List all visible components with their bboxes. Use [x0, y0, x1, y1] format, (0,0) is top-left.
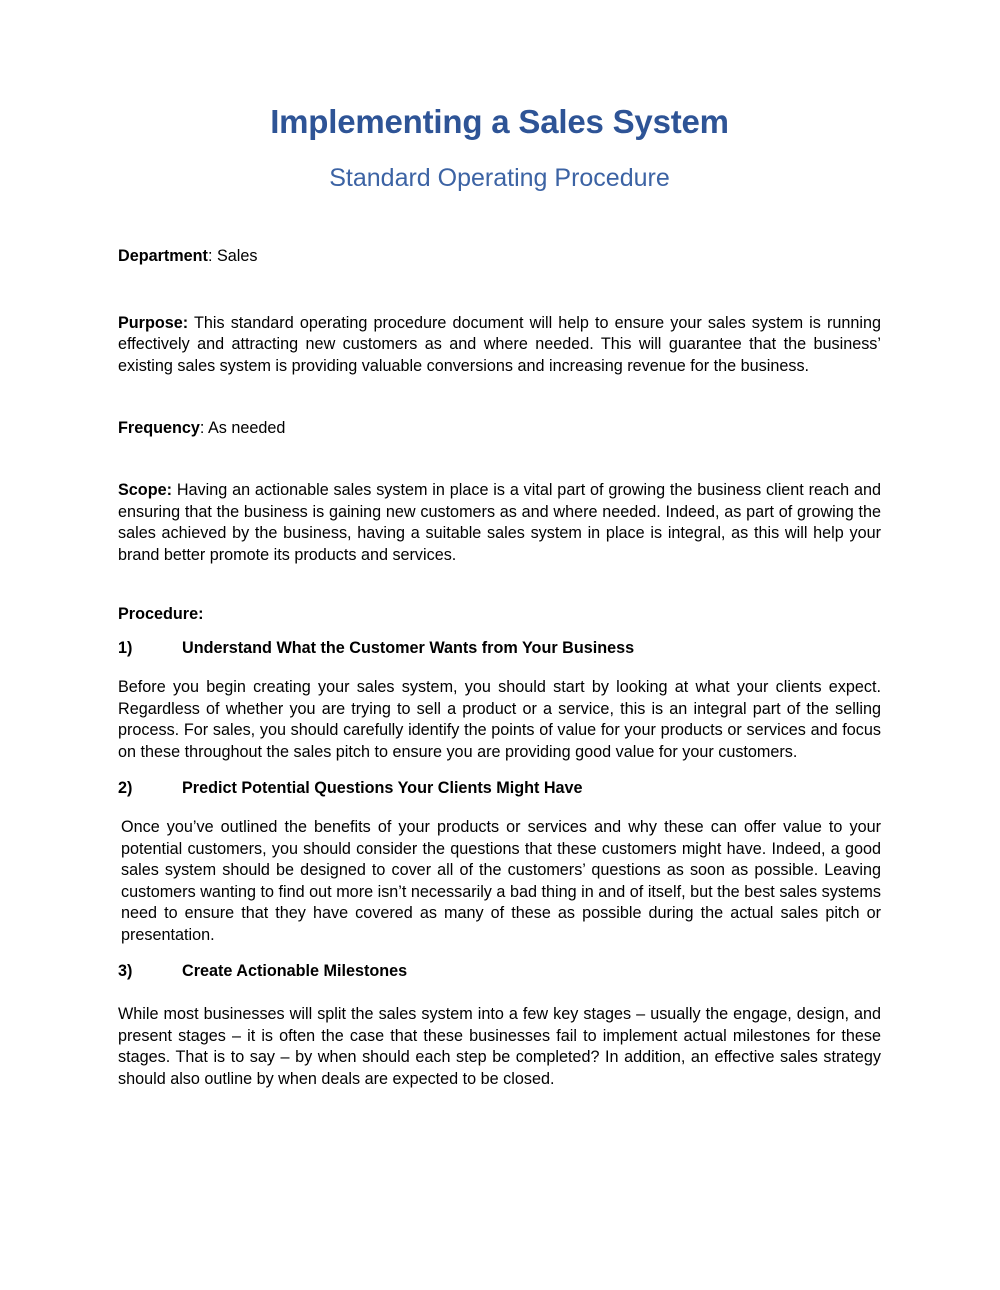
spacer	[118, 193, 881, 246]
spacer	[118, 946, 881, 961]
step-number-3: 3)	[118, 962, 133, 981]
spacer	[118, 763, 881, 778]
page-title: Implementing a Sales System	[270, 103, 729, 140]
step-number-1: 1)	[118, 639, 133, 658]
purpose-text: This standard operating procedure document will help to ensure your sales system is running effectively and attracting new customers as and where needed. This will guarantee that the business’ existing sales system is providing valuable conversions and increasing revenue for the business.	[118, 313, 881, 375]
scope-text: Having an actionable sales system in place is a vital part of growing the business client reach and ensuring that the business is gaining new customers as and where needed. Indeed, as part of growing the sales achieved by the business, having a suitable sales system in place is integral, as this will help your brand better promote its products and services.	[118, 481, 881, 564]
spacer	[118, 566, 881, 604]
step-number-2: 2)	[118, 779, 133, 798]
department-value: Sales	[216, 246, 258, 265]
document-content	[118, 0, 881, 1090]
spacer	[118, 625, 881, 638]
department-line	[118, 246, 881, 267]
frequency-separator: :	[199, 419, 208, 438]
scope-paragraph	[118, 480, 881, 566]
page-subtitle: Standard Operating Procedure	[329, 163, 670, 192]
procedure-step-body-3: While most businesses will split the sales system into a few key stages – usually the engage, design, and present stages – it is often the case that these businesses fail to implement actual milestones for these stages. That is to say – by when should each step be completed? In addition, an effective sales strategy should also outline by when deals are expected to be closed.	[118, 1005, 881, 1088]
procedure-step-body-2: Once you’ve outlined the benefits of your products or services and why these can offer value to your potential customers, you should consider the questions that these customers might have. Indeed, a good sales system should be designed to cover all of the customers’ questions as soon as possible. Leaving customers wanting to find out more isn’t necessarily a bad thing in and of itself, but the best sales systems need to ensure that they have covered as many of these as possible during the actual sales pitch or presentation.	[121, 818, 881, 944]
procedure-step-body-1: Before you begin creating your sales system, you should start by looking at what your clients expect. Regardless of whether you are trying to sell a product or a service, this is an integral part of the selling process. For sales, you should carefully identify the points of value for your products or services and focus on these throughout the sales pitch to ensure you are providing good value for your customers.	[118, 678, 881, 761]
spacer	[118, 267, 881, 313]
procedure-step-heading-1	[118, 638, 881, 659]
scope-label: Scope:	[118, 481, 172, 500]
step-title-3: Create Actionable Milestones	[182, 962, 408, 981]
purpose-paragraph	[118, 313, 881, 378]
frequency-label: Frequency	[118, 419, 200, 438]
procedure-label: Procedure:	[118, 605, 204, 624]
purpose-label: Purpose:	[118, 313, 189, 332]
spacer	[118, 659, 881, 677]
department-label: Department	[118, 246, 208, 265]
spacer	[118, 439, 881, 480]
frequency-line	[118, 418, 881, 439]
step-title-1: Understand What the Customer Wants from Your Business	[182, 639, 635, 658]
procedure-step-heading-3	[118, 961, 881, 982]
spacer	[118, 799, 881, 817]
frequency-value: As needed	[207, 419, 286, 438]
step-title-2: Predict Potential Questions Your Clients Might Have	[182, 779, 583, 798]
department-separator: :	[207, 246, 217, 265]
spacer	[118, 377, 881, 418]
spacer	[118, 982, 881, 1004]
procedure-step-heading-2	[118, 778, 881, 799]
